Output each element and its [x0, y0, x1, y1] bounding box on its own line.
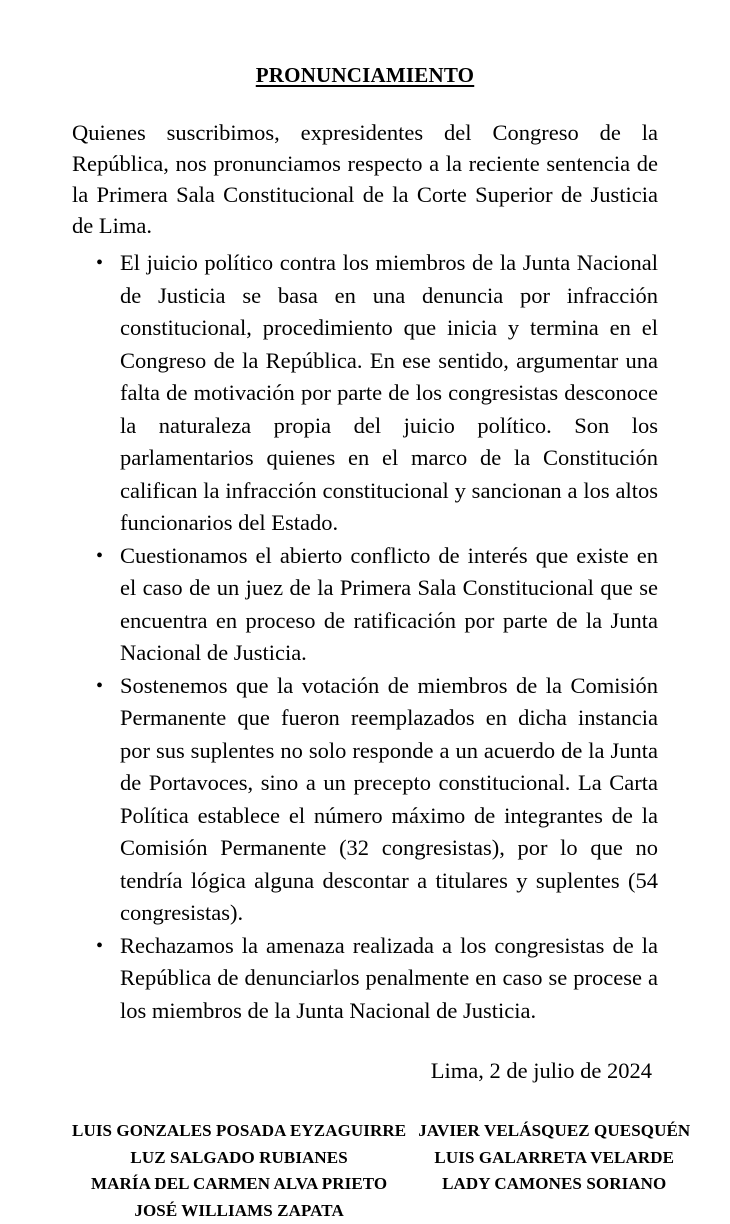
statement-bullet-list — [72, 241, 658, 1027]
signature-block — [72, 1086, 691, 1224]
date-line: Lima, 2 de julio de 2024 — [430, 1058, 652, 1084]
signatory-name: LUIS GALARRETA VELARDE — [434, 1147, 675, 1167]
signature-column-left — [72, 1118, 412, 1224]
signatory-name: LUIS GONZALES POSADA EYZAGUIRRE — [72, 1121, 407, 1141]
list-item: • Cuestionamos el abierto conflicto de interés que existe en el caso de un juez de la Primera Sala Constitucional que se encuentra en proceso de ratificación por parte de la Junta Nacional de Justicia. — [72, 540, 658, 670]
list-item: • El juicio político contra los miembros de la Junta Nacional de Justicia se basa en una denuncia por infracción constitucional, procedimiento que inicia y termina en el Congreso de la República. En ese sentido, argumentar una falta de motivación por parte de los congresistas desconoce la naturaleza propia del juicio político. Son los parlamentarios quienes en el marco de la Constitución califican la infracción constitucional y sancionan a los altos funcionarios del Estado. — [72, 247, 658, 540]
signatory-name: MARÍA DEL CARMEN ALVA PRIETO — [90, 1174, 388, 1194]
signatory-name: LADY CAMONES SORIANO — [442, 1174, 667, 1194]
intro-paragraph: Quienes suscribimos, expresidentes del Congreso de la República, nos pronunciamos respecto a la reciente sentencia de la Primera Sala Constitucional de la Corte Superior de Justicia de Lima. — [72, 120, 658, 239]
page-title-text: PRONUNCIAMIENTO — [255, 63, 475, 87]
page-title — [72, 0, 658, 87]
signatory-name: LUZ SALGADO RUBIANES — [130, 1147, 348, 1167]
signatory-name: JAVIER VELÁSQUEZ QUESQUÉN — [418, 1121, 691, 1141]
list-item: • Rechazamos la amenaza realizada a los congresistas de la República de denunciarlos penalmente en caso se procese a los miembros de la Junta Nacional de Justicia. — [72, 930, 658, 1028]
signatory-name: JOSÉ WILLIAMS ZAPATA — [134, 1200, 344, 1220]
signature-column-right — [412, 1118, 690, 1224]
list-item: • Sostenemos que la votación de miembros de la Comisión Permanente que fueron reemplazados en dicha instancia por sus suplentes no solo responde a un acuerdo de la Junta de Portavoces, sino a un precepto constitucional. La Carta Política establece el número máximo de integrantes de la Comisión Permanente (32 congresistas), por lo que no tendría lógica alguna descontar a titulares y suplentes (54 congresistas). — [72, 670, 658, 930]
